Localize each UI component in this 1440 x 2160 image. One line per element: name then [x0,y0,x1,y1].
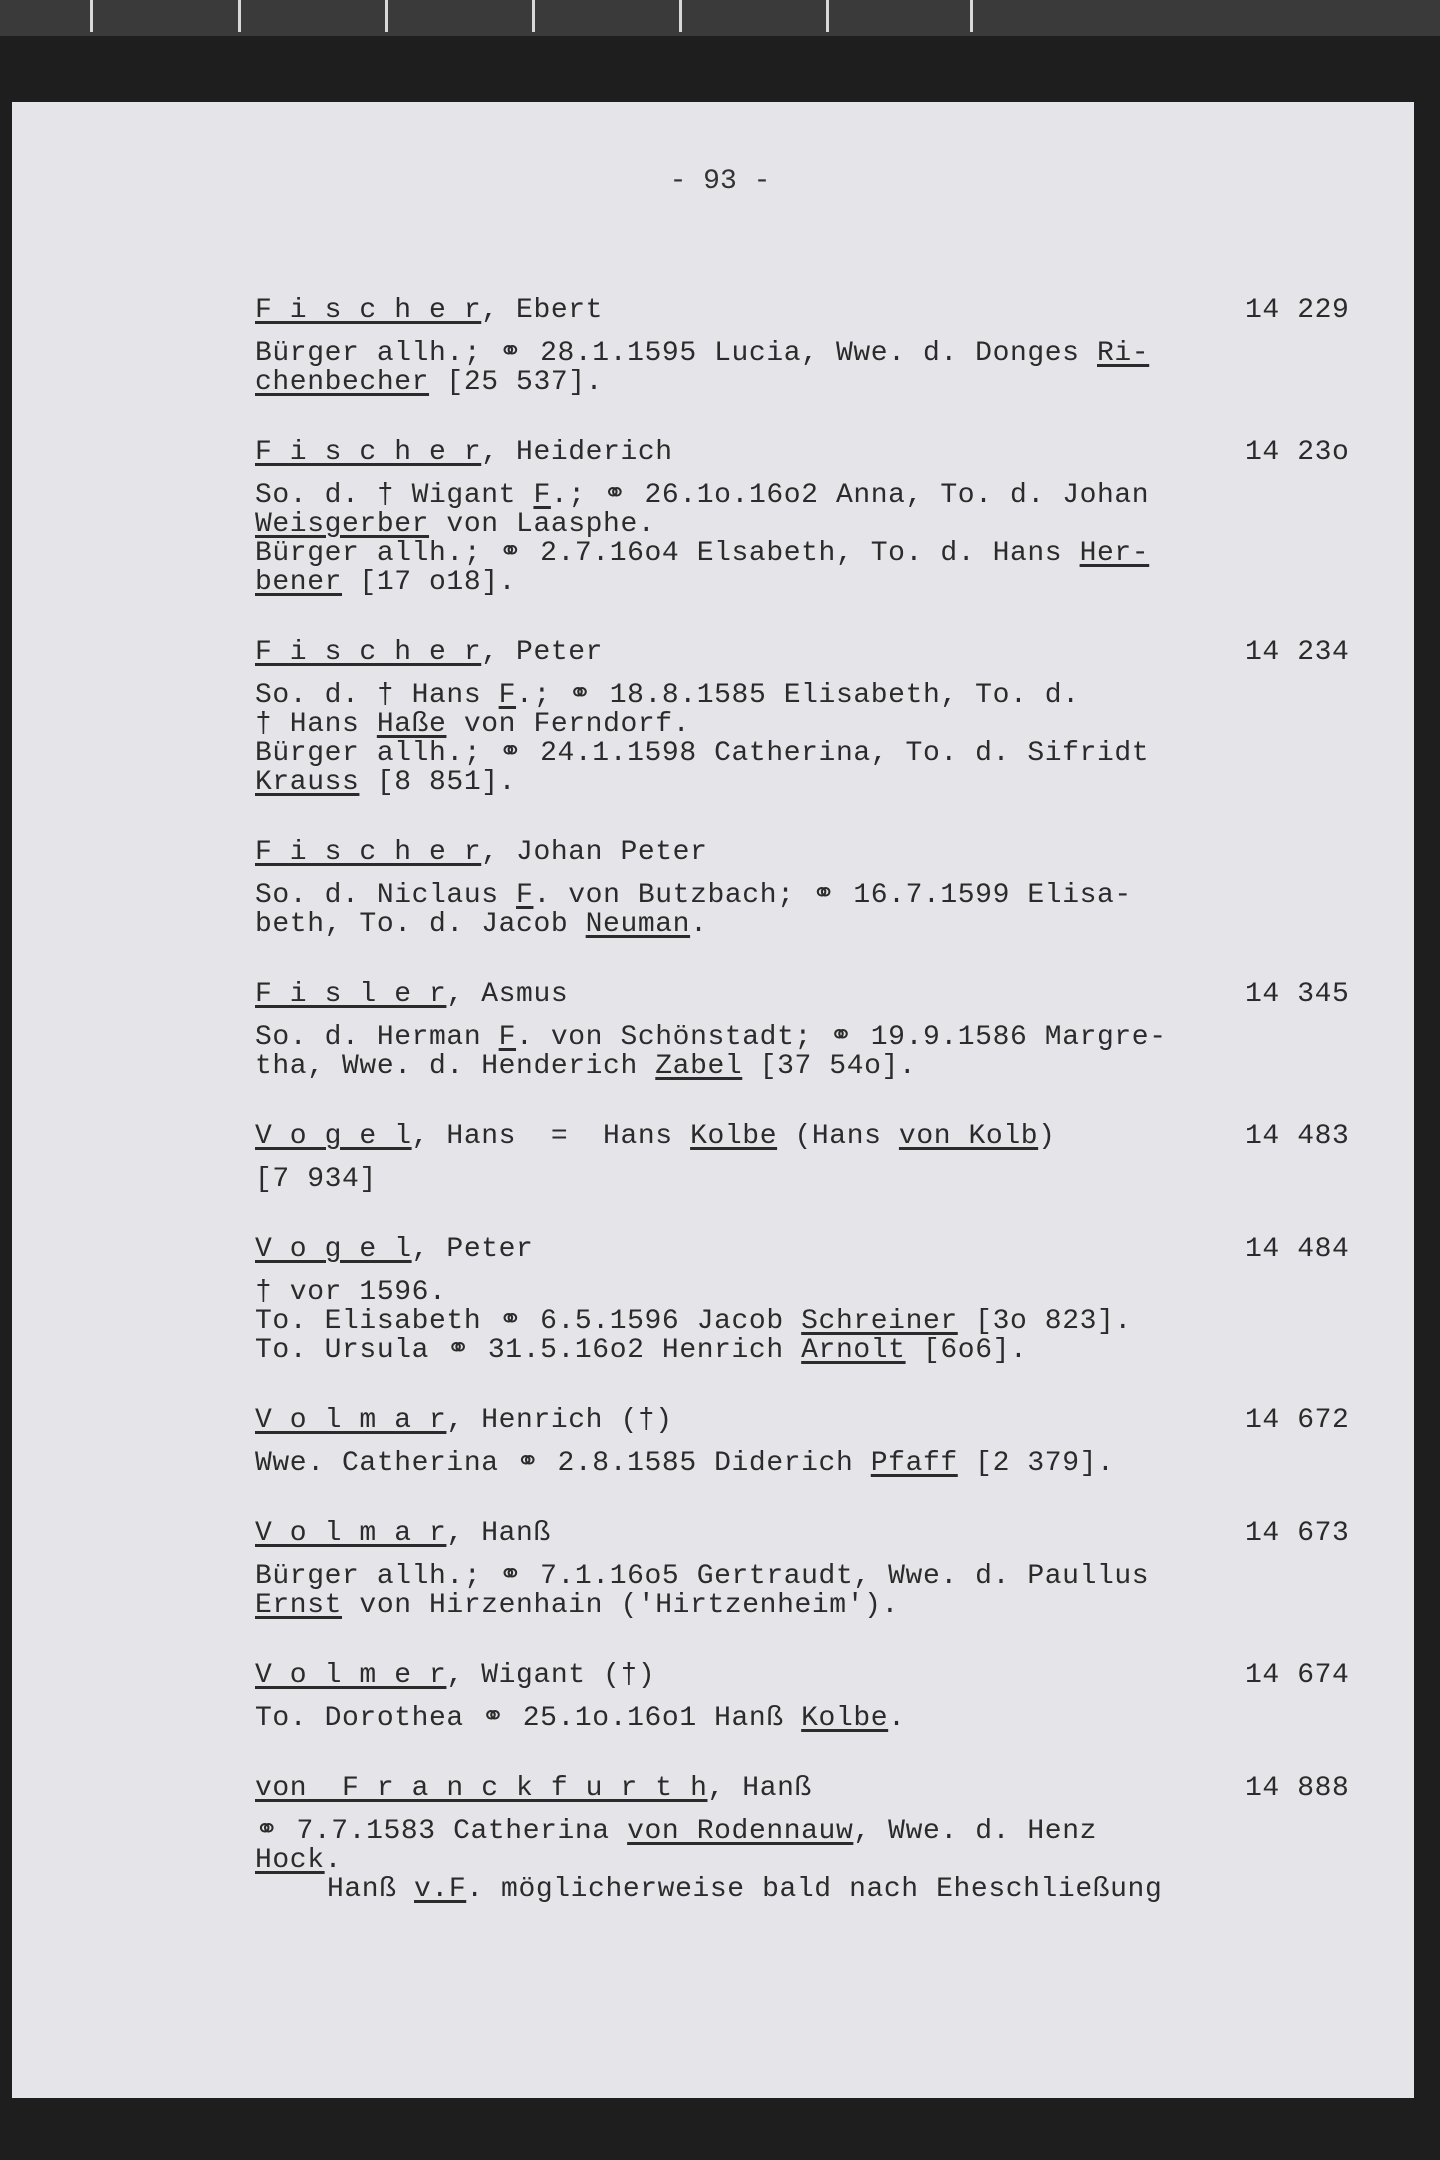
entry-text-line [255,1052,1355,1081]
film-tick [385,0,388,32]
entry-text-line [255,1562,1355,1591]
surname: V o g e l [255,1234,412,1265]
film-tick [90,0,93,32]
text-segment: So. d. † Hans [255,680,499,711]
entry-text-line [255,768,1355,797]
underlined-name: von Kolb [898,1121,1039,1152]
given-name: , Ebert [481,295,604,326]
entry-heading [255,1235,1355,1264]
given-name: , Hans = Hans [411,1121,691,1152]
text-segment: † vor 1596. [255,1277,447,1308]
entry-text-line [255,710,1355,739]
entry-number: 14 673 [1245,1518,1350,1549]
text-segment: , Wwe. d. Henz [853,1816,1098,1847]
underlined-name: Neuman [585,909,691,940]
entry-list [255,296,1355,1945]
entry-heading [255,296,1355,325]
entry-text-line [255,681,1355,710]
entry-number: 14 345 [1245,979,1350,1010]
entry-text-line [255,1449,1355,1478]
given-name: , Hanß [446,1518,551,1549]
text-segment: tha, Wwe. d. Henderich [255,1051,656,1082]
given-name: , Peter [411,1234,534,1265]
surname: V o l m a r [255,1518,447,1549]
surname: V o l m a r [255,1405,447,1436]
text-segment: To. Dorothea ⚭ 25.1o.16o1 Hanß [255,1703,802,1734]
underlined-name: F [533,480,551,511]
genealogy-entry [255,438,1355,597]
text-segment: Bürger allh.; ⚭ 24.1.1598 Catherina, To. d. Sifridt [255,738,1150,769]
surname: F i s c h e r [255,295,482,326]
film-tick [532,0,535,32]
entry-heading [255,1661,1355,1690]
entry-heading [255,438,1355,467]
underlined-name: v.F [414,1874,467,1905]
entry-number: 14 483 [1245,1121,1350,1152]
entry-text-line [255,1591,1355,1620]
underlined-name: Weisgerber [255,509,430,540]
entry-heading [255,1519,1355,1548]
genealogy-entry [255,1774,1355,1904]
entry-number: 14 229 [1245,295,1350,326]
genealogy-entry [255,1406,1355,1478]
given-name: , Hanß [707,1773,812,1804]
text-segment: Wwe. Catherina ⚭ 2.8.1585 Diderich [255,1448,871,1479]
text-segment: Bürger allh.; ⚭ 7.1.16o5 Gertraudt, Wwe. d. Paullus [255,1561,1150,1592]
text-segment: ⚭ 7.7.1583 Catherina [255,1816,628,1847]
underlined-name: von Rodennauw [627,1816,854,1847]
surname: V o l m e r [255,1660,447,1691]
underlined-name: Kolbe [690,1121,778,1152]
entry-number: 14 484 [1245,1234,1350,1265]
underlined-name: Kolbe [801,1703,889,1734]
entry-text-line [255,1023,1355,1052]
genealogy-entry [255,1235,1355,1365]
text-segment: [6o6]. [905,1335,1028,1366]
genealogy-entry [255,1519,1355,1620]
underlined-name: bener [255,567,343,598]
text-segment: . [324,1845,343,1876]
surname: F i s c h e r [255,437,482,468]
entry-number: 14 234 [1245,637,1350,668]
entry-text-line [255,368,1355,397]
text-segment: . [888,1703,906,1734]
underlined-name: F [498,1022,517,1053]
entry-text-line [255,568,1355,597]
text-segment: .; ⚭ 26.1o.16o2 Anna, To. d. Johan [550,480,1150,511]
entry-text-line [255,1875,1355,1904]
surname: F i s c h e r [255,637,482,668]
given-name: , Johan Peter [481,837,708,868]
underlined-name: Ri- [1097,338,1150,369]
text-segment: † Hans [255,709,377,740]
underlined-name: chenbecher [255,367,430,398]
text-segment: . von Schönstadt; ⚭ 19.9.1586 Margre- [516,1022,1167,1053]
entry-heading [255,638,1355,667]
surname: von F r a n c k f u r t h [255,1773,708,1804]
surname: F i s c h e r [255,837,482,868]
entry-text-line [255,1846,1355,1875]
entry-text-line [255,1307,1355,1336]
underlined-name: Krauss [255,767,360,798]
underlined-name: Arnolt [801,1335,906,1366]
given-name: , Asmus [446,979,569,1010]
text-segment: (Hans [777,1121,899,1152]
underlined-name: Pfaff [870,1448,958,1479]
entry-number: 14 672 [1245,1405,1350,1436]
text-segment: Hanß [327,1874,415,1905]
genealogy-entry [255,1661,1355,1733]
text-segment: [17 o18]. [342,567,517,598]
text-segment: To. Elisabeth ⚭ 6.5.1596 Jacob [255,1306,802,1337]
entry-number: 14 23o [1245,437,1350,468]
entry-heading [255,1122,1355,1151]
text-segment: .; ⚭ 18.8.1585 Elisabeth, To. d. [516,680,1080,711]
text-segment: . möglicherweise bald nach Eheschließung [466,1874,1163,1905]
given-name: , Henrich (†) [446,1405,673,1436]
text-segment: To. Ursula ⚭ 31.5.16o2 Henrich [255,1335,802,1366]
entry-text-line [255,1817,1355,1846]
underlined-name: F [498,680,517,711]
underlined-name: Schreiner [801,1306,958,1337]
text-segment: von Ferndorf. [446,709,691,740]
entry-heading [255,838,1355,867]
entry-text-line [255,1704,1355,1733]
underlined-name: F [516,880,534,911]
text-segment: So. d. † Wigant [255,480,534,511]
entry-text-line [255,739,1355,768]
genealogy-entry [255,296,1355,397]
entry-number: 14 888 [1245,1773,1350,1804]
underlined-name: Haße [376,709,447,740]
film-tick [238,0,241,32]
text-segment: . von Butzbach; ⚭ 16.7.1599 Elisa- [533,880,1132,911]
text-segment: ) [1038,1121,1056,1152]
entry-heading [255,980,1355,1009]
entry-text-line [255,481,1355,510]
entry-text-line [255,1336,1355,1365]
text-segment: [2 379]. [957,1448,1115,1479]
text-segment: Bürger allh.; ⚭ 2.7.16o4 Elsabeth, To. d. Hans [255,538,1080,569]
text-segment: So. d. Herman [255,1022,499,1053]
entry-text-line [255,539,1355,568]
given-name: , Wigant (†) [446,1660,656,1691]
text-segment: . [690,909,708,940]
page-number: - 93 - [669,166,771,197]
text-segment: von Laasphe. [429,509,656,540]
genealogy-entry [255,1122,1355,1194]
entry-heading [255,1774,1355,1803]
entry-heading [255,1406,1355,1435]
genealogy-entry [255,838,1355,939]
underlined-name: Her- [1079,538,1150,569]
text-segment: So. d. Niclaus [255,880,517,911]
text-segment: [7 934] [255,1164,377,1195]
entry-text-line [255,910,1355,939]
text-segment: [8 851]. [359,767,517,798]
film-tick [826,0,829,32]
entry-text-line [255,510,1355,539]
underlined-name: Ernst [255,1590,343,1621]
given-name: , Peter [481,637,604,668]
genealogy-entry [255,638,1355,797]
text-segment: von Hirzenhain ('Hirtzenheim'). [342,1590,899,1621]
text-segment: [3o 823]. [957,1306,1132,1337]
text-segment: [37 54o]. [742,1051,917,1082]
film-tick [679,0,682,32]
given-name: , Heiderich [481,437,673,468]
genealogy-entry [255,980,1355,1081]
text-segment: beth, To. d. Jacob [255,909,586,940]
entry-text-line [255,1165,1355,1194]
entry-text-line [255,1278,1355,1307]
text-segment: Bürger allh.; ⚭ 28.1.1595 Lucia, Wwe. d. Donges [255,338,1097,369]
surname: F i s l e r [255,979,447,1010]
underlined-name: Zabel [655,1051,743,1082]
text-segment: [25 537]. [429,367,604,398]
surname: V o g e l [255,1121,412,1152]
entry-text-line [255,881,1355,910]
underlined-name: Hock [255,1845,325,1876]
film-tick [970,0,973,32]
film-strip-border [0,0,1440,36]
entry-text-line [255,339,1355,368]
entry-number: 14 674 [1245,1660,1350,1691]
